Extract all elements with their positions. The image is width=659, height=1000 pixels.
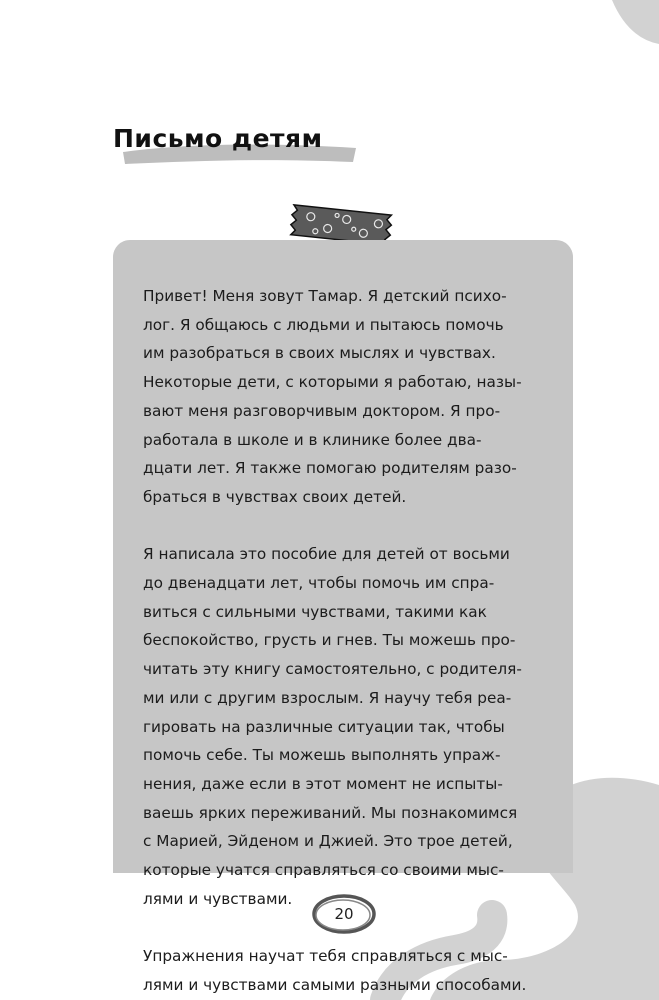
text-line: лями и чувствами самыми разными способами. (143, 975, 527, 994)
text-line: помочь себе. Ты можешь выполнять упраж- (143, 746, 501, 765)
text-line: лями и чувствами. (143, 889, 293, 908)
text-line: Упражнения научат тебя справляться с мыс- (143, 947, 508, 966)
text-line: ми или с другим взрослым. Я научу тебя реа- (143, 688, 512, 707)
text-line: браться в чувствах своих детей. (143, 487, 407, 506)
text-line: Некоторые дети, с которыми я работаю, назы- (143, 373, 522, 392)
page-number: 20 (334, 905, 354, 923)
text-line: Я написала это пособие для детей от восьми (143, 545, 510, 564)
text-line: дцати лет. Я также помогаю родителям разо- (143, 459, 517, 478)
text-line: до двенадцати лет, чтобы помочь им спра- (143, 574, 495, 593)
text-line: ваешь ярких переживаний. Мы познакомимся (143, 803, 518, 822)
paragraph-2 (143, 540, 553, 913)
text-line: работала в школе и в клинике более два- (143, 430, 482, 449)
text-line: нения, даже если в этот момент не испыты- (143, 774, 503, 793)
text-line: им разобраться в своих мыслях и чувствах. (143, 344, 496, 363)
title-block (113, 118, 363, 178)
paragraph-3 (143, 942, 553, 999)
text-line: виться с сильными чувствами, такими как (143, 602, 487, 621)
paragraph-1 (143, 282, 553, 512)
text-line: которые учатся справляться со своими мыс- (143, 861, 504, 880)
text-line: читать эту книгу самостоятельно, с родителя- (143, 660, 522, 679)
top-right-wave (612, 0, 659, 44)
text-line: гировать на различные ситуации так, чтобы (143, 717, 505, 736)
text-line: лог. Я общаюсь с людьми и пытаюсь помочь (143, 315, 504, 334)
text-line: Привет! Меня зовут Тамар. Я детский психо- (143, 287, 507, 305)
page-number-block (308, 889, 380, 939)
text-line: с Марией, Эйденом и Джией. Это трое детей, (143, 832, 513, 851)
text-line: беспокойство, грусть и гнев. Ты можешь про- (143, 631, 516, 650)
page-title: Письмо детям (113, 124, 323, 153)
text-line: вают меня разговорчивым доктором. Я про- (143, 401, 501, 420)
